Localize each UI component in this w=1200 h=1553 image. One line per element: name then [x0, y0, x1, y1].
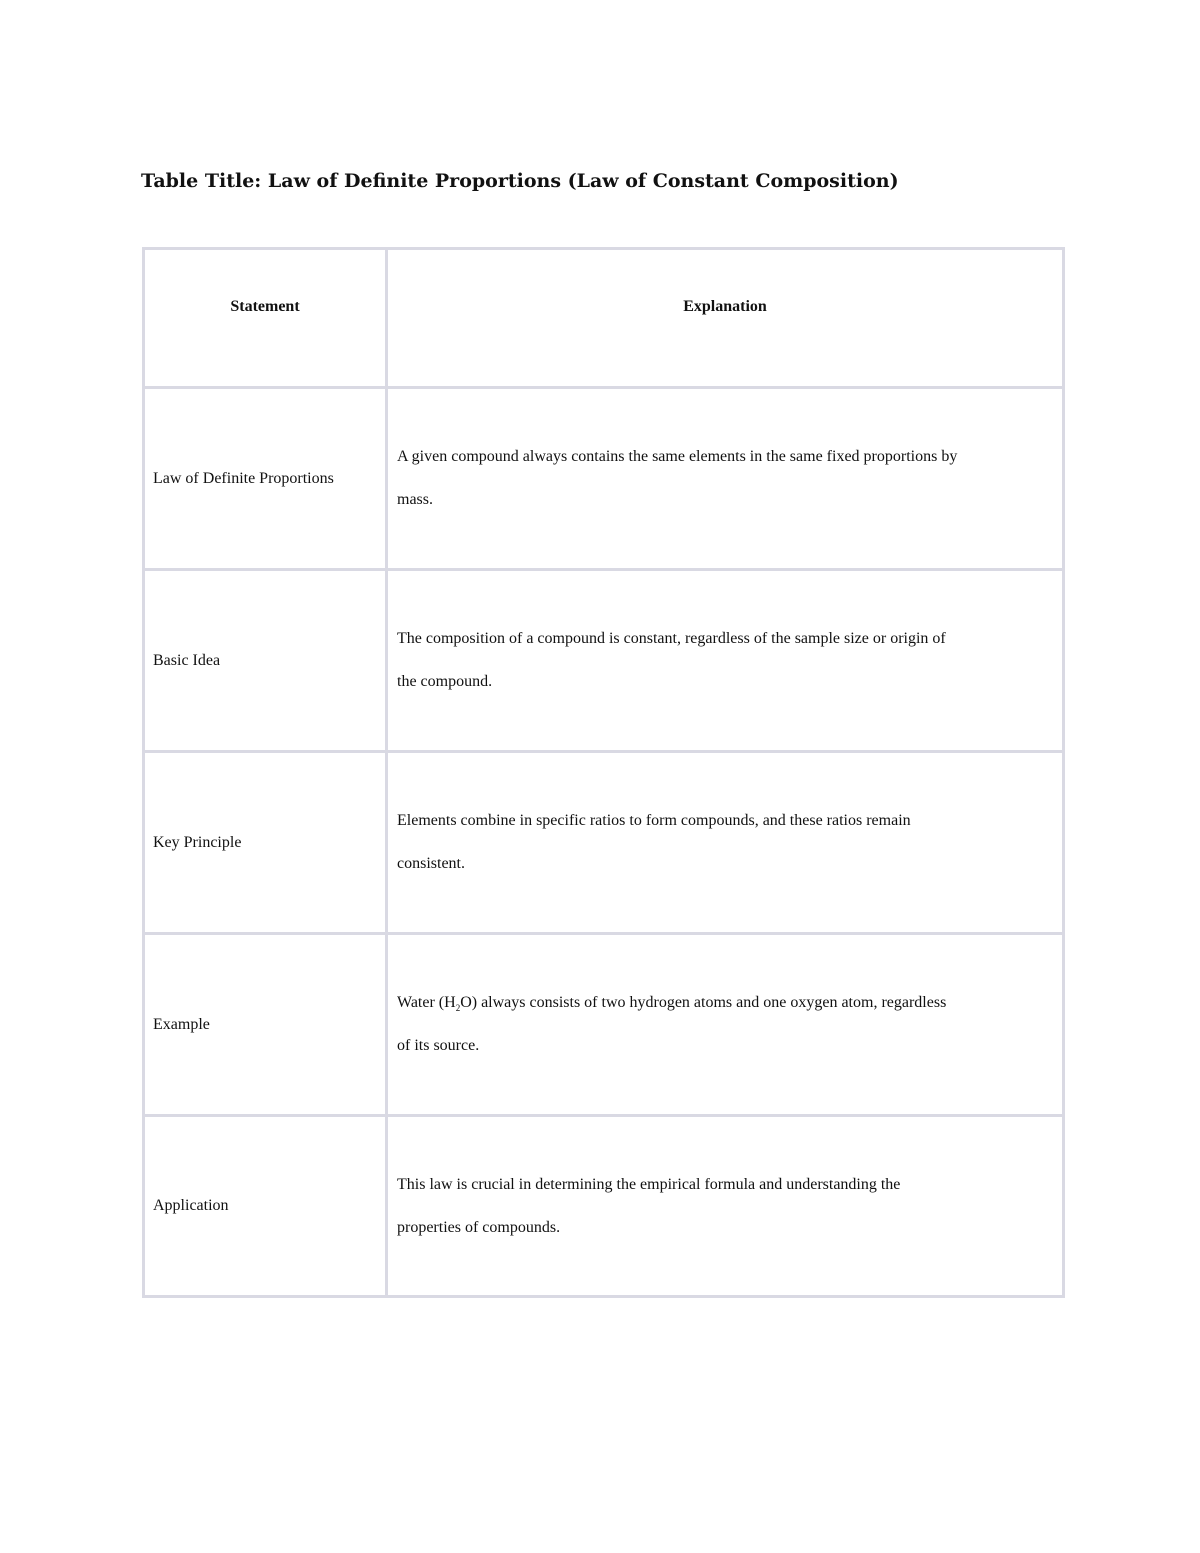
explanation-line: of its source. — [397, 1037, 480, 1054]
table-title: Table Title: Law of Definite Proportions (Law of Constant Composition) — [141, 170, 899, 192]
explanation-cell — [387, 570, 1064, 752]
statement-cell: Basic Idea — [144, 570, 387, 752]
explanation-line — [397, 981, 1054, 1024]
explanation-line: the compound. — [397, 673, 493, 690]
statement-cell: Example — [144, 934, 387, 1116]
table-header-row — [144, 249, 1064, 388]
explanation-line: consistent. — [397, 855, 465, 872]
header-statement: Statement — [144, 249, 387, 388]
explanation-line: A given compound always contains the same elements in the same fixed proportions by — [397, 448, 958, 465]
statement-cell: Law of Definite Proportions — [144, 388, 387, 570]
explanation-line: Elements combine in specific ratios to form compounds, and these ratios remain — [397, 812, 911, 829]
explanation-cell — [387, 388, 1064, 570]
explanation-line: This law is crucial in determining the empirical formula and understanding the — [397, 1176, 901, 1193]
subscript-2: 2 — [455, 1003, 461, 1014]
table-row — [144, 570, 1064, 752]
explanation-line: mass. — [397, 491, 433, 508]
table-row — [144, 752, 1064, 934]
statement-cell: Application — [144, 1116, 387, 1297]
explanation-line: properties of compounds. — [397, 1219, 561, 1236]
table-row — [144, 934, 1064, 1116]
explanation-cell — [387, 934, 1064, 1116]
explanation-text-before: Water (H — [397, 994, 456, 1011]
header-explanation: Explanation — [387, 249, 1064, 388]
law-table — [142, 247, 1065, 1298]
explanation-cell — [387, 1116, 1064, 1297]
table-row — [144, 388, 1064, 570]
explanation-cell — [387, 752, 1064, 934]
statement-cell: Key Principle — [144, 752, 387, 934]
explanation-text-after: O) always consists of two hydrogen atoms and one oxygen atom, regardless — [460, 994, 947, 1011]
explanation-line: The composition of a compound is constant, regardless of the sample size or origin of — [397, 630, 946, 647]
table-row — [144, 1116, 1064, 1297]
